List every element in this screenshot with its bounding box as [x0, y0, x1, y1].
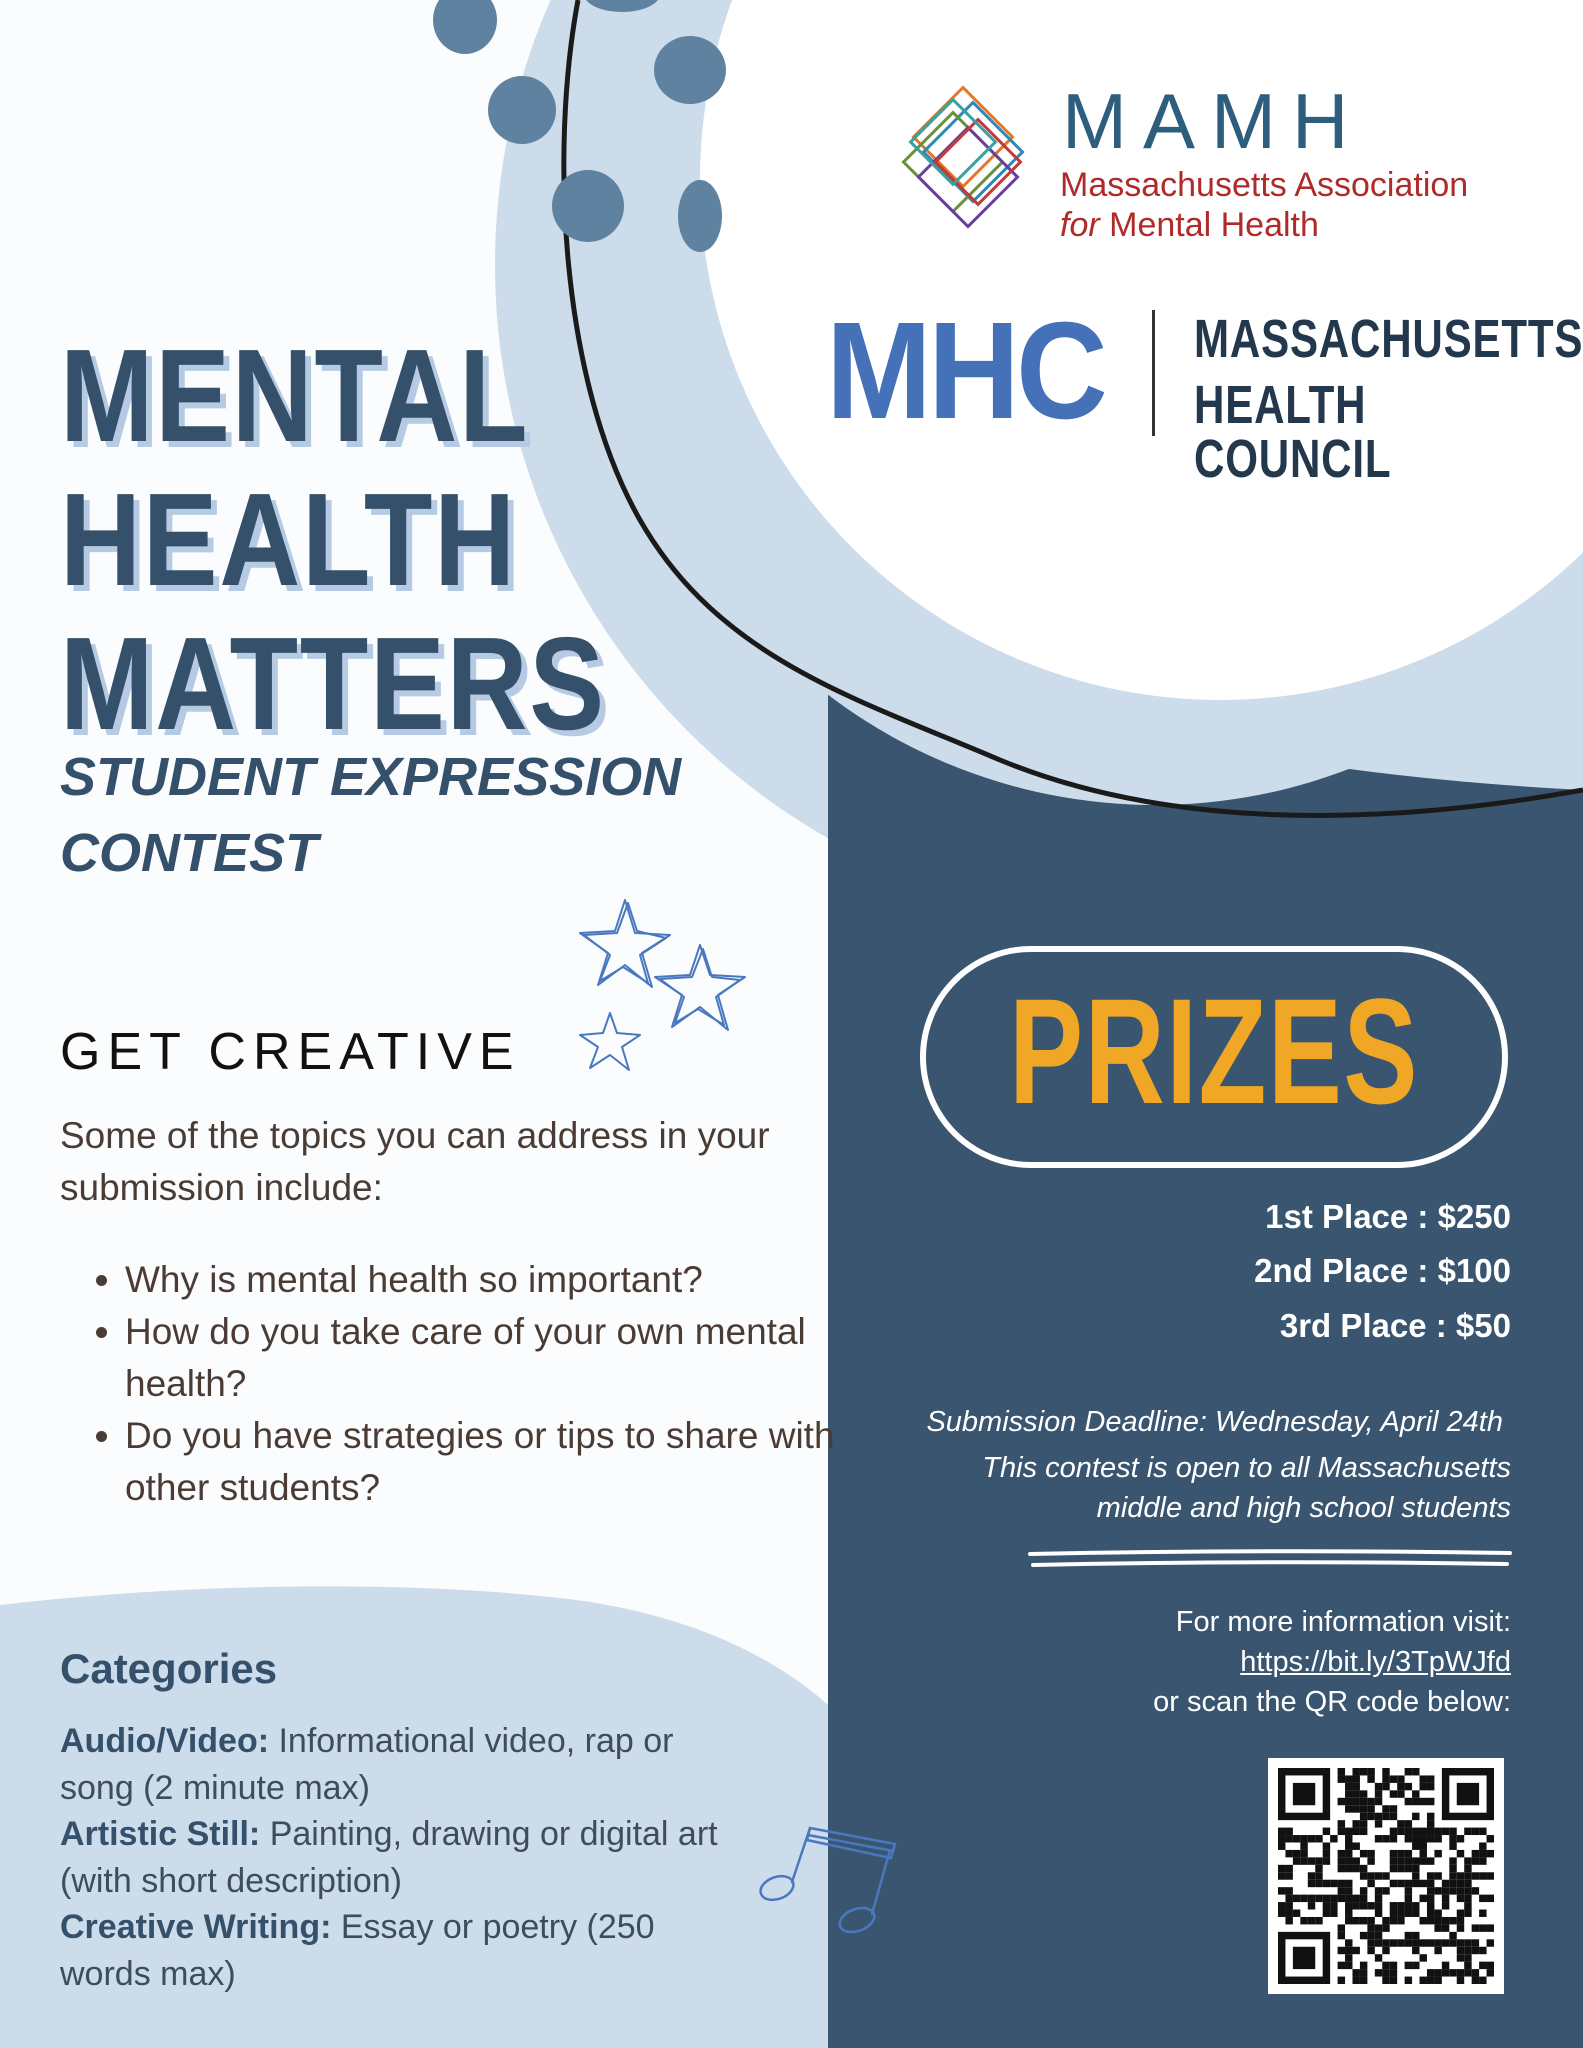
info-link[interactable]: https://bit.ly/3TpWJfd — [1240, 1646, 1511, 1678]
category-label: Creative Writing: — [60, 1908, 332, 1946]
subtitle-line-2: CONTEST — [60, 823, 319, 883]
category-item — [60, 1718, 740, 1811]
category-item — [60, 1811, 740, 1904]
category-text: Informational video, rap or song (2 minute max) — [60, 1722, 674, 1807]
dot — [552, 170, 624, 242]
title-line-3: MATTERS — [60, 610, 606, 757]
category-text: Essay or poetry (250 words max) — [60, 1908, 655, 1993]
topics-intro: Some of the topics you can address in your submission include: — [60, 1115, 770, 1208]
submission-deadline: Submission Deadline: Wednesday, April 24th — [926, 1406, 1503, 1438]
divider-lines — [1025, 1545, 1515, 1575]
category-label: Audio/Video: — [60, 1722, 270, 1760]
prize-second: 2nd Place : $100 — [1254, 1252, 1511, 1289]
mhc-name-line2: HEALTH COUNCIL — [1194, 375, 1392, 489]
get-creative-heading: GET CREATIVE — [60, 1023, 521, 1081]
mamh-acronym: MAMH — [1062, 77, 1365, 165]
prize-first: 1st Place : $250 — [1265, 1198, 1511, 1235]
mhc-acronym: MHC — [826, 294, 1105, 448]
mamh-name-line2 — [1060, 206, 1319, 245]
title-line-2: HEALTH — [60, 466, 517, 613]
stars-icon — [560, 895, 760, 1075]
list-item: • How do you take care of your own mental health? — [125, 1306, 845, 1410]
dot — [433, 0, 497, 54]
subtitle-line-1: STUDENT EXPRESSION — [60, 747, 682, 807]
dot — [678, 180, 722, 252]
mamh-for: for — [1060, 206, 1100, 244]
eligibility-line-2: middle and high school students — [1096, 1492, 1511, 1524]
dot — [488, 76, 556, 144]
category-item — [60, 1904, 740, 1997]
mhc-name-line1: MASSACHUSETTS — [1194, 309, 1583, 369]
category-text: Painting, drawing or digital art (with short description) — [60, 1815, 718, 1900]
mamh-logo-icon — [888, 82, 1048, 262]
prize-third: 3rd Place : $50 — [1279, 1307, 1511, 1344]
qr-code-frame — [1268, 1758, 1504, 1994]
categories-list — [60, 1718, 740, 1997]
info-line-1: For more information visit: — [1175, 1606, 1511, 1638]
list-item: • Why is mental health so important? — [125, 1254, 845, 1306]
info-line-2: or scan the QR code below: — [1153, 1686, 1511, 1718]
topics-list — [60, 1254, 845, 1514]
prizes-heading: PRIZES — [1009, 967, 1419, 1135]
qr-code-icon — [1278, 1768, 1494, 1984]
mhc-divider — [1152, 310, 1155, 436]
music-notes-icon — [755, 1820, 905, 1940]
dot — [654, 36, 726, 104]
eligibility-line-1: This contest is open to all Massachusetts — [982, 1452, 1511, 1484]
title-line-1: MENTAL — [60, 322, 530, 469]
mamh-name-line1: Massachusetts Association — [1060, 166, 1469, 204]
mamh-mental-health: Mental Health — [1099, 206, 1319, 244]
list-item: • Do you have strategies or tips to share with other students? — [125, 1410, 845, 1514]
category-label: Artistic Still: — [60, 1815, 261, 1853]
categories-heading: Categories — [60, 1645, 278, 1692]
